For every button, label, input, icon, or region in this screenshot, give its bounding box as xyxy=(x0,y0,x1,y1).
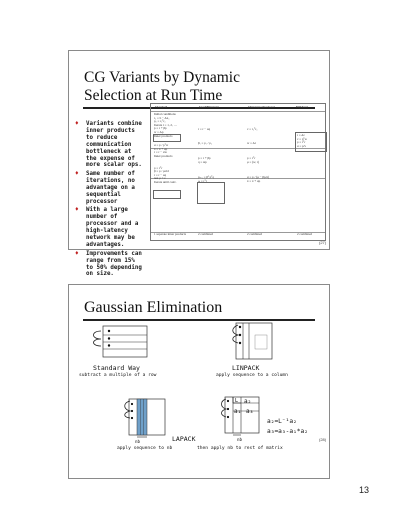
table-cell: α = ρ / pᵀw xyxy=(154,143,169,148)
table-cell: r = r − αq xyxy=(154,172,167,177)
highlight-box xyxy=(295,132,327,152)
table-cell: ν = pᵀw xyxy=(297,136,307,141)
table-rule xyxy=(151,111,325,112)
slide-page-number: (27) xyxy=(319,240,327,245)
table-footer-cell: 2 combined xyxy=(297,232,312,236)
lapack-left-diagram xyxy=(119,393,169,439)
symbol-a3: a₃ xyxy=(246,408,254,415)
label-standard-way: Standard Way xyxy=(93,364,140,372)
standard-way-diagram xyxy=(89,323,149,359)
table-cell: ρᵢ₊₁ = β² pᵀq xyxy=(198,175,215,180)
highlight-box xyxy=(153,134,181,142)
table-cell: ω = rᵀr xyxy=(198,178,207,183)
table-header: Chronopoulos/Gear xyxy=(248,105,276,109)
table-header: Saad/Meurant xyxy=(199,105,219,109)
table-cell: w = Ar xyxy=(247,140,256,145)
table-cell: ν = r₀ᵀr₀ xyxy=(247,127,258,131)
equation-a2: a₂=L⁻¹a₂ xyxy=(267,418,297,425)
table-cell: ρ₀ = r₀ᵀr₀ xyxy=(154,119,166,124)
table-cell: α = ρ/ν xyxy=(297,143,306,148)
table-cell: p = r + βp xyxy=(154,126,167,131)
bullet-item xyxy=(75,121,145,169)
table-cell: Iterate i = 1, 2, … xyxy=(154,122,177,127)
slide-title: Gaussian Elimination xyxy=(84,299,223,316)
title-rule xyxy=(83,319,315,321)
table-column-chronopoulos xyxy=(247,128,293,184)
table-cell: α = ρ / (μ − βρ/α) xyxy=(247,175,270,180)
table-cell: Inner products xyxy=(154,133,173,138)
symbol-a2: a₂ xyxy=(244,398,252,405)
bullet-text: Improvements can range from 15% to 50% depending on size. xyxy=(86,250,142,278)
slide-page-number: (28) xyxy=(319,437,327,442)
table-cell: x = x + αp xyxy=(247,178,261,183)
table-cell: Initial conditions xyxy=(154,112,176,116)
table-cell: p = r + βp xyxy=(198,156,211,161)
table-header: Classical xyxy=(155,105,168,109)
table-cell: β₁ = ρ₁ / ρ₀ xyxy=(198,140,213,145)
table-cell: w = Ap xyxy=(154,129,164,134)
desc-lapack-right: then apply nb to rest of matrix xyxy=(197,446,283,451)
slide-title-line1: CG Variants by Dynamic xyxy=(84,69,240,86)
bullet-text: Same number of iterations, no advantage on a sequential processor xyxy=(86,171,135,205)
highlight-box xyxy=(197,182,225,204)
table-cell: r = r − αq xyxy=(198,127,211,131)
desc-lapack-left: apply sequence to nb xyxy=(117,446,173,451)
label-nb-left: nb xyxy=(135,439,141,444)
bullet-mark-icon: ♦ xyxy=(75,206,79,214)
table-cell: μ = (w, r) xyxy=(247,159,259,164)
table-cell: q = Ap xyxy=(198,159,207,164)
table-column-classical xyxy=(154,113,194,185)
desc-standard-way: subtract a multiple of a row xyxy=(79,373,157,378)
label-lapack: LAPACK xyxy=(172,435,196,443)
table-cell: β = ρ / ρold xyxy=(154,169,169,174)
label-nb-right: nb xyxy=(237,437,243,442)
table-cell: ρ = rᵀr xyxy=(247,156,256,161)
bullet-mark-icon: ♦ xyxy=(75,170,79,178)
highlight-box xyxy=(153,190,181,199)
table-column-saad xyxy=(198,128,244,184)
bullet-item xyxy=(75,171,145,206)
slide-gaussian-elimination xyxy=(68,284,330,479)
table-cell: ρ = rᵀr xyxy=(297,140,306,145)
table-footer-cell: 2 combined xyxy=(198,232,213,236)
table-cell: test ρ < ε xyxy=(154,176,166,181)
table-cell: r = r − αw xyxy=(154,150,167,155)
table-cell: Inner products xyxy=(154,153,173,158)
table-cell: r = Ar xyxy=(297,133,305,137)
bullet-item xyxy=(75,251,145,279)
slide-cg-variants xyxy=(68,50,330,278)
bullet-text: Variants combine inner products to reduce communication bottleneck at the expense of more scalar ops. xyxy=(86,121,142,169)
cg-variants-table xyxy=(150,103,326,241)
table-cell: r₀ = b − Ax₀ xyxy=(154,115,170,120)
bullet-mark-icon: ♦ xyxy=(75,120,79,127)
table-cell: Iterate until conv. xyxy=(154,179,177,184)
table-cell: x = x + αp xyxy=(154,146,168,151)
bullet-text: With a large number of processor and a high-latency network may be advantages. xyxy=(86,207,139,248)
slide-title-line2: Selection at Run Time xyxy=(84,87,223,104)
desc-linpack: apply sequence to a column xyxy=(216,373,288,378)
page-number: 13 xyxy=(359,485,370,495)
bullet-mark-icon: ♦ xyxy=(75,249,79,257)
table-cell: ρ = rᵀr xyxy=(154,165,163,170)
bullet-item xyxy=(75,207,145,248)
symbol-l: L xyxy=(235,398,239,404)
bullet-list xyxy=(75,121,145,280)
table-footer-cell: 2 combined xyxy=(247,232,262,236)
symbol-a1: a₁ xyxy=(234,408,242,415)
linpack-diagram xyxy=(229,321,275,361)
table-header: Eijkhout xyxy=(296,105,309,109)
label-linpack: LINPACK xyxy=(232,364,260,372)
equation-a3: a₃=a₃-a₁*a₂ xyxy=(267,428,308,435)
table-footer-cell: 1 separate inner products xyxy=(154,232,186,236)
